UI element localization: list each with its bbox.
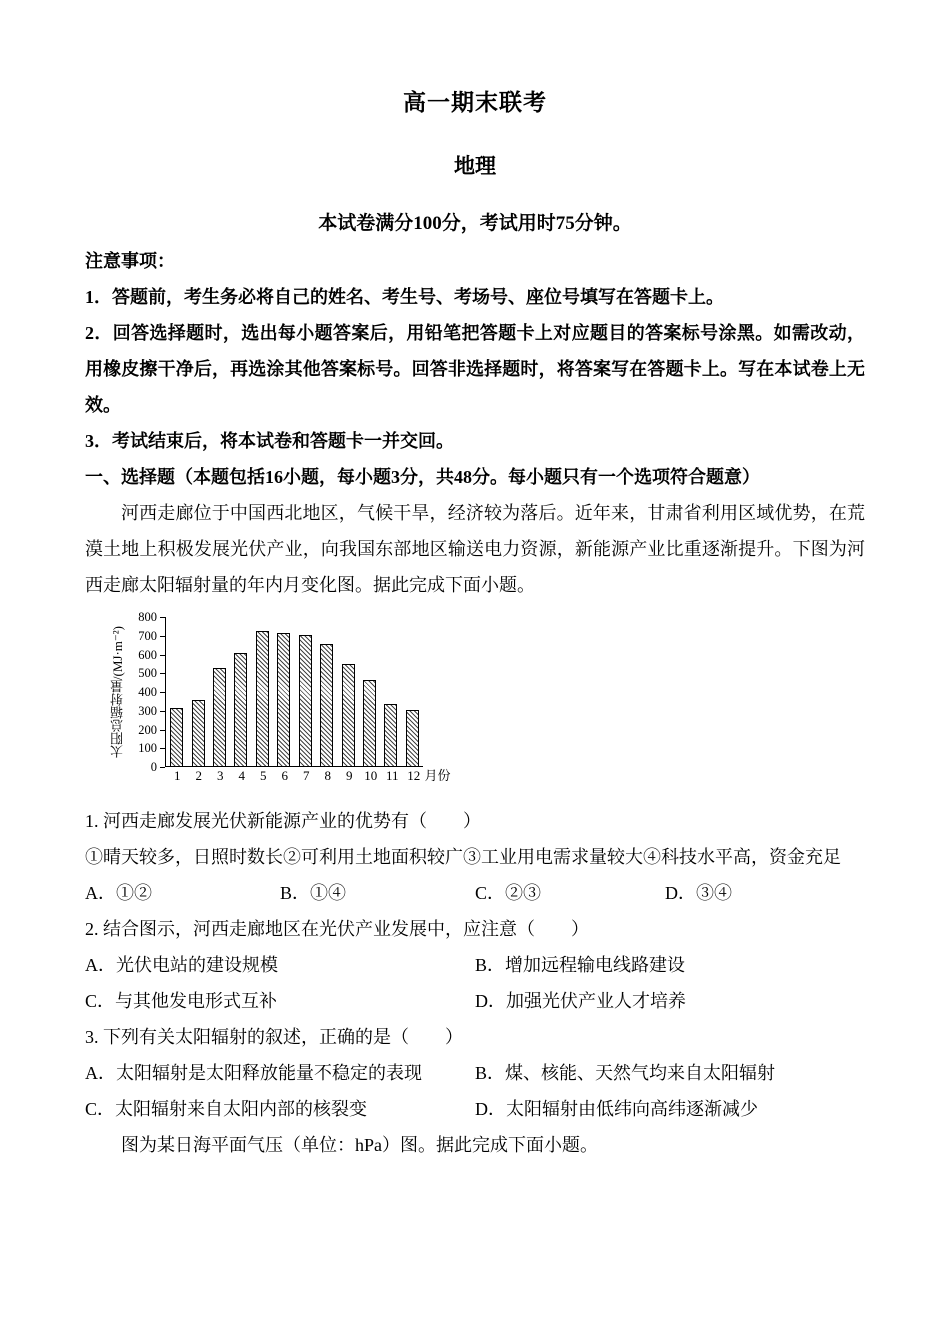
bar-slot (295, 617, 316, 766)
x-tick-8: 8 (324, 768, 331, 783)
bar-month-6 (277, 633, 290, 766)
bar-slot (230, 617, 251, 766)
passage-1: 河西走廊位于中国西北地区，气候干旱，经济较为落后。近年来，甘肃省利用区域优势，在荒漠土地上积极发展光伏产业，向我国东部地区输送电力资源，新能源产业比重逐渐提升。下图为河西走廊太阳辐射量的年内月变化图。据此完成下面小题。 (85, 503, 865, 595)
question-2-option-d: D．加强光伏产业人才培养 (475, 991, 686, 1011)
y-tick-200: 200 (138, 722, 157, 737)
bar-month-1 (170, 708, 183, 766)
question-1-sub: ①晴天较多，日照时数长②可利用土地面积较广③工业用电需求量较大④科技水平高，资金充足 (85, 847, 841, 867)
y-axis-label-text: 太阳总辐射量/(MJ·m⁻²) (109, 625, 125, 759)
y-tick-700: 700 (138, 628, 157, 643)
question-1-stem: 1. 河西走廊发展光伏新能源产业的优势有（ ） (85, 811, 481, 831)
bar-month-2 (192, 700, 205, 766)
bar-month-10 (363, 680, 376, 766)
x-tick-10: 10 (364, 768, 378, 783)
question-3-options (85, 1055, 865, 1127)
y-tick-500: 500 (138, 666, 157, 680)
passage-2: 图为某日海平面气压（单位：hPa）图。据此完成下面小题。 (121, 1135, 598, 1155)
question-1-option-a: A．①② (85, 883, 152, 903)
question-3-option-c: C．太阳辐射来自太阳内部的核裂变 (85, 1099, 368, 1119)
bar-slot (252, 617, 273, 766)
plot-area (165, 617, 423, 767)
question-1-option-d: D．③④ (665, 883, 732, 903)
question-2 (85, 911, 865, 1019)
bar-slot (187, 617, 208, 766)
exam-info: 本试卷满分100分，考试用时75分钟。 (318, 213, 632, 234)
question-3-option-d: D．太阳辐射由低纬向高纬逐渐减少 (475, 1099, 758, 1119)
question-1-option-c: C．②③ (475, 883, 542, 903)
bar-month-5 (256, 631, 269, 766)
x-tick-5: 5 (260, 768, 267, 783)
y-axis-label (105, 617, 129, 767)
bar-slot (380, 617, 401, 766)
y-tick-400: 400 (138, 684, 157, 699)
x-tick-3: 3 (217, 768, 224, 783)
exam-title: 高一期末联考 (403, 90, 547, 115)
x-tick-1: 1 (174, 768, 181, 783)
y-tick-100: 100 (138, 741, 157, 755)
solar-radiation-chart (105, 609, 865, 785)
notice-item-2: 2．回答选择题时，选出每小题答案后，用铅笔把答题卡上对应题目的答案标号涂黑。如需改动，用橡皮擦干净后，再选涂其他答案标号。回答非选择题时，将答案写在答题卡上。写在本试卷上无效。 (85, 323, 865, 415)
question-2-option-a: A．光伏电站的建设规模 (85, 955, 278, 975)
question-3-option-a: A．太阳辐射是太阳释放能量不稳定的表现 (85, 1063, 422, 1083)
x-tick-4: 4 (238, 768, 245, 783)
question-2-options (85, 947, 865, 1019)
bar-month-7 (299, 635, 312, 766)
question-1 (85, 803, 865, 911)
y-tick-0: 0 (150, 759, 157, 774)
bar-slot (166, 617, 187, 766)
bar-slot (209, 617, 230, 766)
question-2-option-c: C．与其他发电形式互补 (85, 991, 278, 1011)
bar-slot (402, 617, 423, 766)
notice-item-3: 3．考试结束后，将本试卷和答题卡一并交回。 (85, 431, 454, 451)
section-heading: 一、选择题（本题包括16小题，每小题3分，共48分。每小题只有一个选项符合题意） (85, 467, 760, 487)
bar-slot (337, 617, 358, 766)
x-tick-9: 9 (346, 768, 353, 783)
bar-month-8 (320, 644, 333, 766)
y-axis (129, 609, 165, 774)
question-1-options (85, 875, 865, 911)
x-tick-7: 7 (303, 768, 310, 783)
question-1-option-b: B．①④ (280, 883, 347, 903)
bar-month-9 (342, 664, 355, 766)
subject-title: 地理 (454, 154, 496, 178)
y-tick-600: 600 (138, 647, 157, 662)
question-3-option-b: B．煤、核能、天然气均来自太阳辐射 (475, 1063, 776, 1083)
x-tick-11: 11 (385, 768, 399, 783)
y-tick-300: 300 (138, 703, 157, 718)
question-2-option-b: B．增加远程输电线路建设 (475, 955, 686, 975)
question-3 (85, 1019, 865, 1127)
x-axis-labels (167, 767, 451, 785)
x-tick-12: 12 (407, 768, 421, 783)
x-axis-unit: 月份 (424, 768, 451, 783)
bar-slot (316, 617, 337, 766)
plot-area-wrap (165, 617, 451, 785)
x-tick-2: 2 (195, 768, 202, 783)
bar-month-4 (234, 653, 247, 766)
bar-month-3 (213, 668, 226, 766)
question-3-stem: 3. 下列有关太阳辐射的叙述，正确的是（ ） (85, 1027, 463, 1047)
bar-month-12 (406, 710, 419, 766)
bar-month-11 (384, 704, 397, 766)
y-tick-800: 800 (138, 609, 157, 624)
bar-slot (273, 617, 294, 766)
notice-item-1: 1．答题前，考生务必将自己的姓名、考生号、考场号、座位号填写在答题卡上。 (85, 287, 724, 307)
x-tick-6: 6 (281, 768, 288, 783)
notice-header: 注意事项： (85, 251, 175, 271)
question-2-stem: 2. 结合图示，河西走廊地区在光伏产业发展中，应注意（ ） (85, 919, 589, 939)
bar-slot (359, 617, 380, 766)
